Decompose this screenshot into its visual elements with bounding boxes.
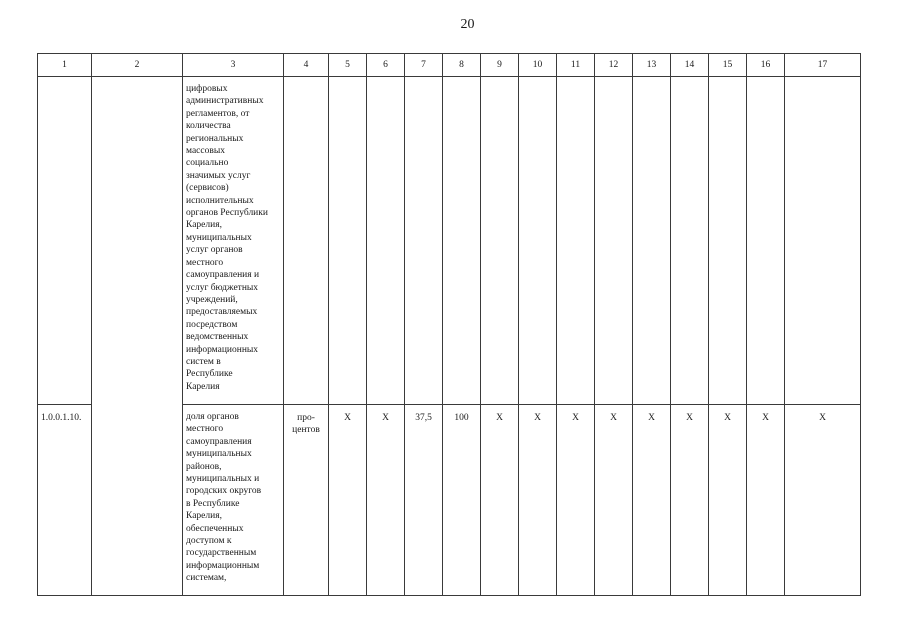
text-line: самоуправления xyxy=(186,436,252,447)
text-line: системам, xyxy=(186,573,227,584)
value-cell xyxy=(367,77,405,405)
value-cell xyxy=(785,77,861,405)
value-cell: 100 xyxy=(443,405,481,596)
value-cell xyxy=(443,77,481,405)
value-cell xyxy=(557,77,595,405)
value-cell xyxy=(709,77,747,405)
text-line: обеспеченных xyxy=(186,523,244,534)
column-number: 7 xyxy=(405,54,443,77)
unit-line: центов xyxy=(292,425,320,436)
text-line: услуг бюджетных xyxy=(186,282,259,293)
text-line: услуг органов xyxy=(186,245,243,256)
text-line: государственным xyxy=(186,548,257,559)
unit-line: про- xyxy=(297,413,315,423)
column-number: 17 xyxy=(785,54,861,77)
text-line: значимых услуг xyxy=(186,170,251,181)
column-number: 11 xyxy=(557,54,595,77)
merged-cell xyxy=(92,77,183,596)
column-number: 8 xyxy=(443,54,481,77)
text-line: информационным xyxy=(186,560,260,571)
column-number: 1 xyxy=(38,54,92,77)
unit-cell xyxy=(284,405,329,596)
value-cell: X xyxy=(595,405,633,596)
text-line: регламентов, от xyxy=(186,108,250,119)
text-line: социально xyxy=(186,158,229,169)
text-line: количества xyxy=(186,121,231,132)
column-number: 16 xyxy=(747,54,785,77)
column-number: 5 xyxy=(329,54,367,77)
text-line: районов, xyxy=(186,461,222,472)
value-cell xyxy=(671,77,709,405)
value-cell xyxy=(329,77,367,405)
value-cell: X xyxy=(671,405,709,596)
indicator-text-cell xyxy=(183,77,284,405)
value-cell: X xyxy=(329,405,367,596)
text-line: информационных xyxy=(186,344,259,355)
page-number: 20 xyxy=(460,17,475,32)
text-line: предоставляемых xyxy=(186,307,258,318)
value-cell: X xyxy=(633,405,671,596)
column-number: 15 xyxy=(709,54,747,77)
text-line: Карелия xyxy=(186,381,220,392)
column-number: 4 xyxy=(284,54,329,77)
column-number: 3 xyxy=(183,54,284,77)
value-cell xyxy=(747,77,785,405)
code-cell: 1.0.0.1.10. xyxy=(38,405,92,596)
text-line: массовых xyxy=(186,146,225,157)
text-line: региональных xyxy=(186,133,244,144)
column-number: 2 xyxy=(92,54,183,77)
text-line: муниципальных и xyxy=(186,474,260,485)
column-number-row xyxy=(38,54,861,77)
value-cell xyxy=(405,77,443,405)
text-line: городских округов xyxy=(186,486,262,497)
value-cell: X xyxy=(367,405,405,596)
column-number: 14 xyxy=(671,54,709,77)
value-cell xyxy=(519,77,557,405)
column-number: 6 xyxy=(367,54,405,77)
text-line: муниципальных xyxy=(186,232,252,243)
text-line: Карелия, xyxy=(186,511,222,522)
value-cell: X xyxy=(785,405,861,596)
value-cell: X xyxy=(481,405,519,596)
text-line: доля органов xyxy=(186,412,239,422)
text-line: самоуправления и xyxy=(186,270,260,281)
value-cell xyxy=(595,77,633,405)
text-line: ведомственных xyxy=(186,332,249,343)
text-line: посредством xyxy=(186,319,238,330)
indicator-text-cell xyxy=(183,405,284,596)
text-line: муниципальных xyxy=(186,449,252,460)
text-line: исполнительных xyxy=(186,195,254,206)
text-line: Республике xyxy=(186,369,233,380)
text-line: в Республике xyxy=(186,498,240,509)
text-line: доступом к xyxy=(186,536,232,547)
column-number: 12 xyxy=(595,54,633,77)
value-cell: X xyxy=(557,405,595,596)
value-cell: X xyxy=(709,405,747,596)
text-line: систем в xyxy=(186,356,221,367)
text-line: местного xyxy=(186,424,224,435)
value-cell xyxy=(481,77,519,405)
value-cell: X xyxy=(519,405,557,596)
text-line: учреждений, xyxy=(186,294,238,305)
value-cell: X xyxy=(747,405,785,596)
text-line: местного xyxy=(186,257,224,268)
text-line: цифровых xyxy=(186,84,228,94)
text-line: органов Республики xyxy=(186,208,268,219)
value-cell: 37,5 xyxy=(405,405,443,596)
text-line: Карелия, xyxy=(186,220,222,231)
text-line: (сервисов) xyxy=(186,183,229,194)
unit-cell xyxy=(284,77,329,405)
table-row xyxy=(38,77,861,405)
text-line: административных xyxy=(186,96,264,107)
column-number: 13 xyxy=(633,54,671,77)
column-number: 10 xyxy=(519,54,557,77)
code-cell xyxy=(38,77,92,405)
indicator-table xyxy=(37,53,861,596)
value-cell xyxy=(633,77,671,405)
column-number: 9 xyxy=(481,54,519,77)
